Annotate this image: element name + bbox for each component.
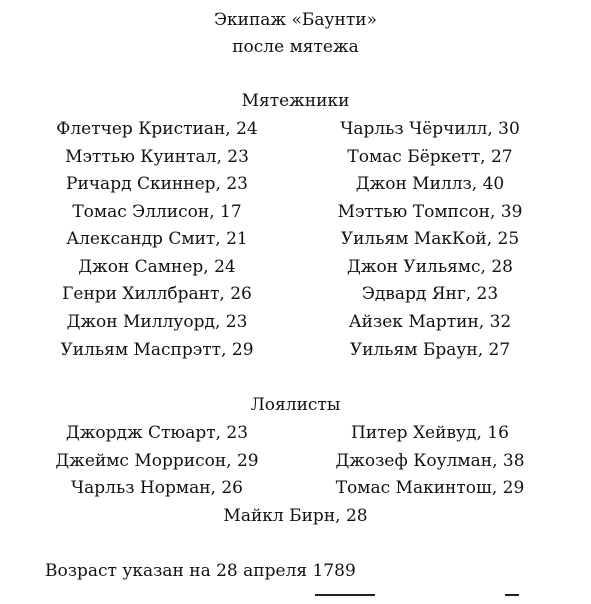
- mutineer-right-entry: Чарльз Чёрчилл, 30: [340, 119, 520, 139]
- loyalists-heading: Лоялисты: [250, 395, 341, 415]
- mutineer-left-entry: Уильям Маспрэтт, 29: [60, 340, 254, 360]
- mutineer-right-entry: Уильям Браун, 27: [349, 340, 511, 360]
- cropped-bottom-text: [315, 594, 375, 604]
- mutineer-left-entry: Джон Самнер, 24: [78, 257, 236, 277]
- loyalist-left-entry: Чарльз Норман, 26: [71, 478, 243, 498]
- cropped-top-text: [0, 0, 591, 2]
- loyalist-last-entry: Майкл Бирн, 28: [223, 506, 368, 526]
- mutineer-left-entry: Флетчер Кристиан, 24: [56, 119, 258, 139]
- loyalist-right-entry: Джозеф Коулман, 38: [335, 451, 525, 471]
- mutineers-heading: Мятежники: [241, 91, 350, 111]
- mutineer-right-entry: Томас Бёркетт, 27: [347, 147, 513, 167]
- mutineer-right-entry: Мэттью Томпсон, 39: [337, 202, 523, 222]
- mutineer-right-entry: Джон Миллз, 40: [355, 174, 505, 194]
- mutineer-left-entry: Александр Смит, 21: [66, 229, 248, 249]
- mutineer-right-entry: Айзек Мартин, 32: [348, 312, 512, 332]
- mutineer-left-entry: Генри Хиллбрант, 26: [62, 284, 252, 304]
- mutineer-left-entry: Джон Миллуорд, 23: [66, 312, 248, 332]
- loyalist-left-entry: Джордж Стюарт, 23: [65, 423, 249, 443]
- loyalist-left-entry: Джеймс Моррисон, 29: [55, 451, 259, 471]
- loyalist-right-entry: Питер Хейвуд, 16: [351, 423, 509, 443]
- mutineer-left-entry: Томас Эллисон, 17: [72, 202, 242, 222]
- cropped-bottom-text: [505, 594, 519, 604]
- mutineer-left-entry: Мэттью Куинтал, 23: [65, 147, 249, 167]
- mutineer-right-entry: Джон Уильямс, 28: [346, 257, 513, 277]
- mutineer-right-entry: Эдвард Янг, 23: [361, 284, 499, 304]
- mutineer-left-entry: Ричард Скиннер, 23: [66, 174, 248, 194]
- document-title: Экипаж «Баунти»: [214, 10, 377, 30]
- age-footnote: Возраст указан на 28 апреля 1789: [45, 561, 356, 581]
- mutineer-right-entry: Уильям МакКой, 25: [340, 229, 520, 249]
- loyalist-right-entry: Томас Макинтош, 29: [335, 478, 525, 498]
- document-subtitle: после мятежа: [232, 37, 359, 57]
